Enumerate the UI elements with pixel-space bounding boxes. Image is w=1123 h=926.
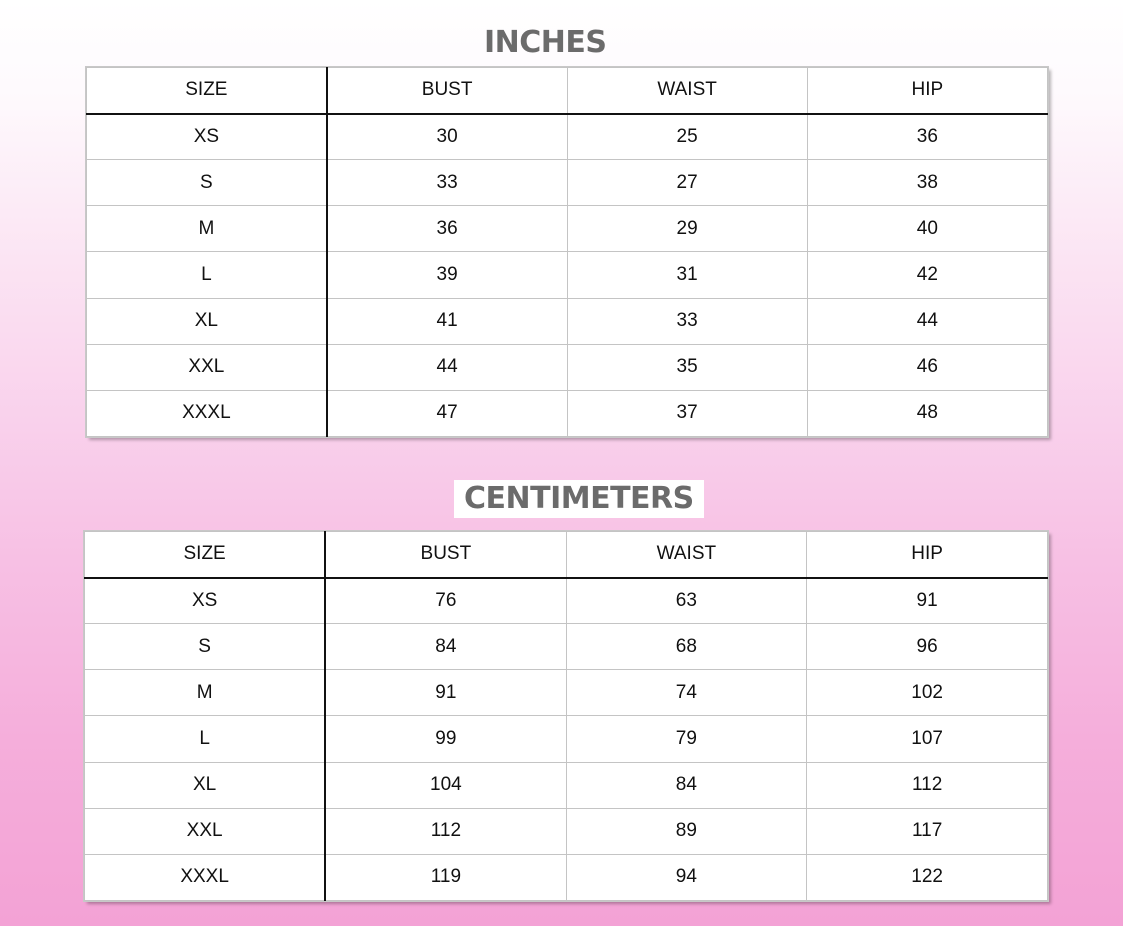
table-header-row (85, 532, 1048, 578)
table-row (85, 854, 1048, 900)
table-row (87, 252, 1048, 298)
cell-bust: 119 (325, 854, 566, 900)
cell-size: XL (87, 298, 327, 344)
cell-hip: 36 (807, 114, 1047, 160)
table-row (87, 114, 1048, 160)
cell-waist: 33 (567, 298, 807, 344)
cell-size: XXL (85, 808, 326, 854)
cell-size: XS (87, 114, 327, 160)
cell-hip: 91 (807, 578, 1048, 624)
cell-waist: 79 (566, 716, 807, 762)
table-row (87, 160, 1048, 206)
header-waist: WAIST (566, 532, 807, 578)
cell-hip: 48 (807, 390, 1047, 436)
table-row (85, 762, 1048, 808)
cell-bust: 112 (325, 808, 566, 854)
header-bust: BUST (325, 532, 566, 578)
cell-waist: 89 (566, 808, 807, 854)
cell-waist: 74 (566, 670, 807, 716)
cell-size: S (85, 624, 326, 670)
cell-hip: 117 (807, 808, 1048, 854)
cell-hip: 40 (807, 206, 1047, 252)
inches-title: INCHES (484, 25, 607, 60)
table-row (85, 716, 1048, 762)
cell-bust: 33 (327, 160, 567, 206)
cell-waist: 63 (566, 578, 807, 624)
cell-waist: 68 (566, 624, 807, 670)
cell-size: M (85, 670, 326, 716)
cell-size: L (87, 252, 327, 298)
cell-bust: 91 (325, 670, 566, 716)
cell-size: XXXL (87, 390, 327, 436)
table-row (87, 390, 1048, 436)
cell-size: XXXL (85, 854, 326, 900)
cell-hip: 107 (807, 716, 1048, 762)
table-row (87, 298, 1048, 344)
cell-bust: 99 (325, 716, 566, 762)
cell-bust: 36 (327, 206, 567, 252)
cell-waist: 25 (567, 114, 807, 160)
cell-waist: 84 (566, 762, 807, 808)
cell-bust: 76 (325, 578, 566, 624)
header-hip: HIP (807, 68, 1047, 114)
cell-size: S (87, 160, 327, 206)
table-row (85, 624, 1048, 670)
cell-hip: 112 (807, 762, 1048, 808)
centimeters-size-table (84, 531, 1048, 901)
cell-size: L (85, 716, 326, 762)
cell-hip: 122 (807, 854, 1048, 900)
cell-waist: 27 (567, 160, 807, 206)
cell-hip: 42 (807, 252, 1047, 298)
header-waist: WAIST (567, 68, 807, 114)
inches-size-table (86, 67, 1048, 437)
cell-bust: 44 (327, 344, 567, 390)
cell-waist: 37 (567, 390, 807, 436)
table-row (85, 670, 1048, 716)
cell-hip: 96 (807, 624, 1048, 670)
header-bust: BUST (327, 68, 567, 114)
header-size: SIZE (87, 68, 327, 114)
table-header-row (87, 68, 1048, 114)
cell-bust: 41 (327, 298, 567, 344)
table-row (85, 808, 1048, 854)
header-hip: HIP (807, 532, 1048, 578)
cell-hip: 46 (807, 344, 1047, 390)
table-row (87, 206, 1048, 252)
cell-waist: 29 (567, 206, 807, 252)
cell-bust: 47 (327, 390, 567, 436)
cell-waist: 94 (566, 854, 807, 900)
table-row (87, 344, 1048, 390)
cell-bust: 84 (325, 624, 566, 670)
cell-bust: 39 (327, 252, 567, 298)
cell-hip: 38 (807, 160, 1047, 206)
cell-size: XL (85, 762, 326, 808)
header-size: SIZE (85, 532, 326, 578)
cell-waist: 35 (567, 344, 807, 390)
cell-bust: 30 (327, 114, 567, 160)
cell-hip: 44 (807, 298, 1047, 344)
cell-size: XXL (87, 344, 327, 390)
cell-hip: 102 (807, 670, 1048, 716)
cell-bust: 104 (325, 762, 566, 808)
centimeters-title: CENTIMETERS (454, 480, 704, 518)
table-row (85, 578, 1048, 624)
cell-size: M (87, 206, 327, 252)
cell-waist: 31 (567, 252, 807, 298)
cell-size: XS (85, 578, 326, 624)
